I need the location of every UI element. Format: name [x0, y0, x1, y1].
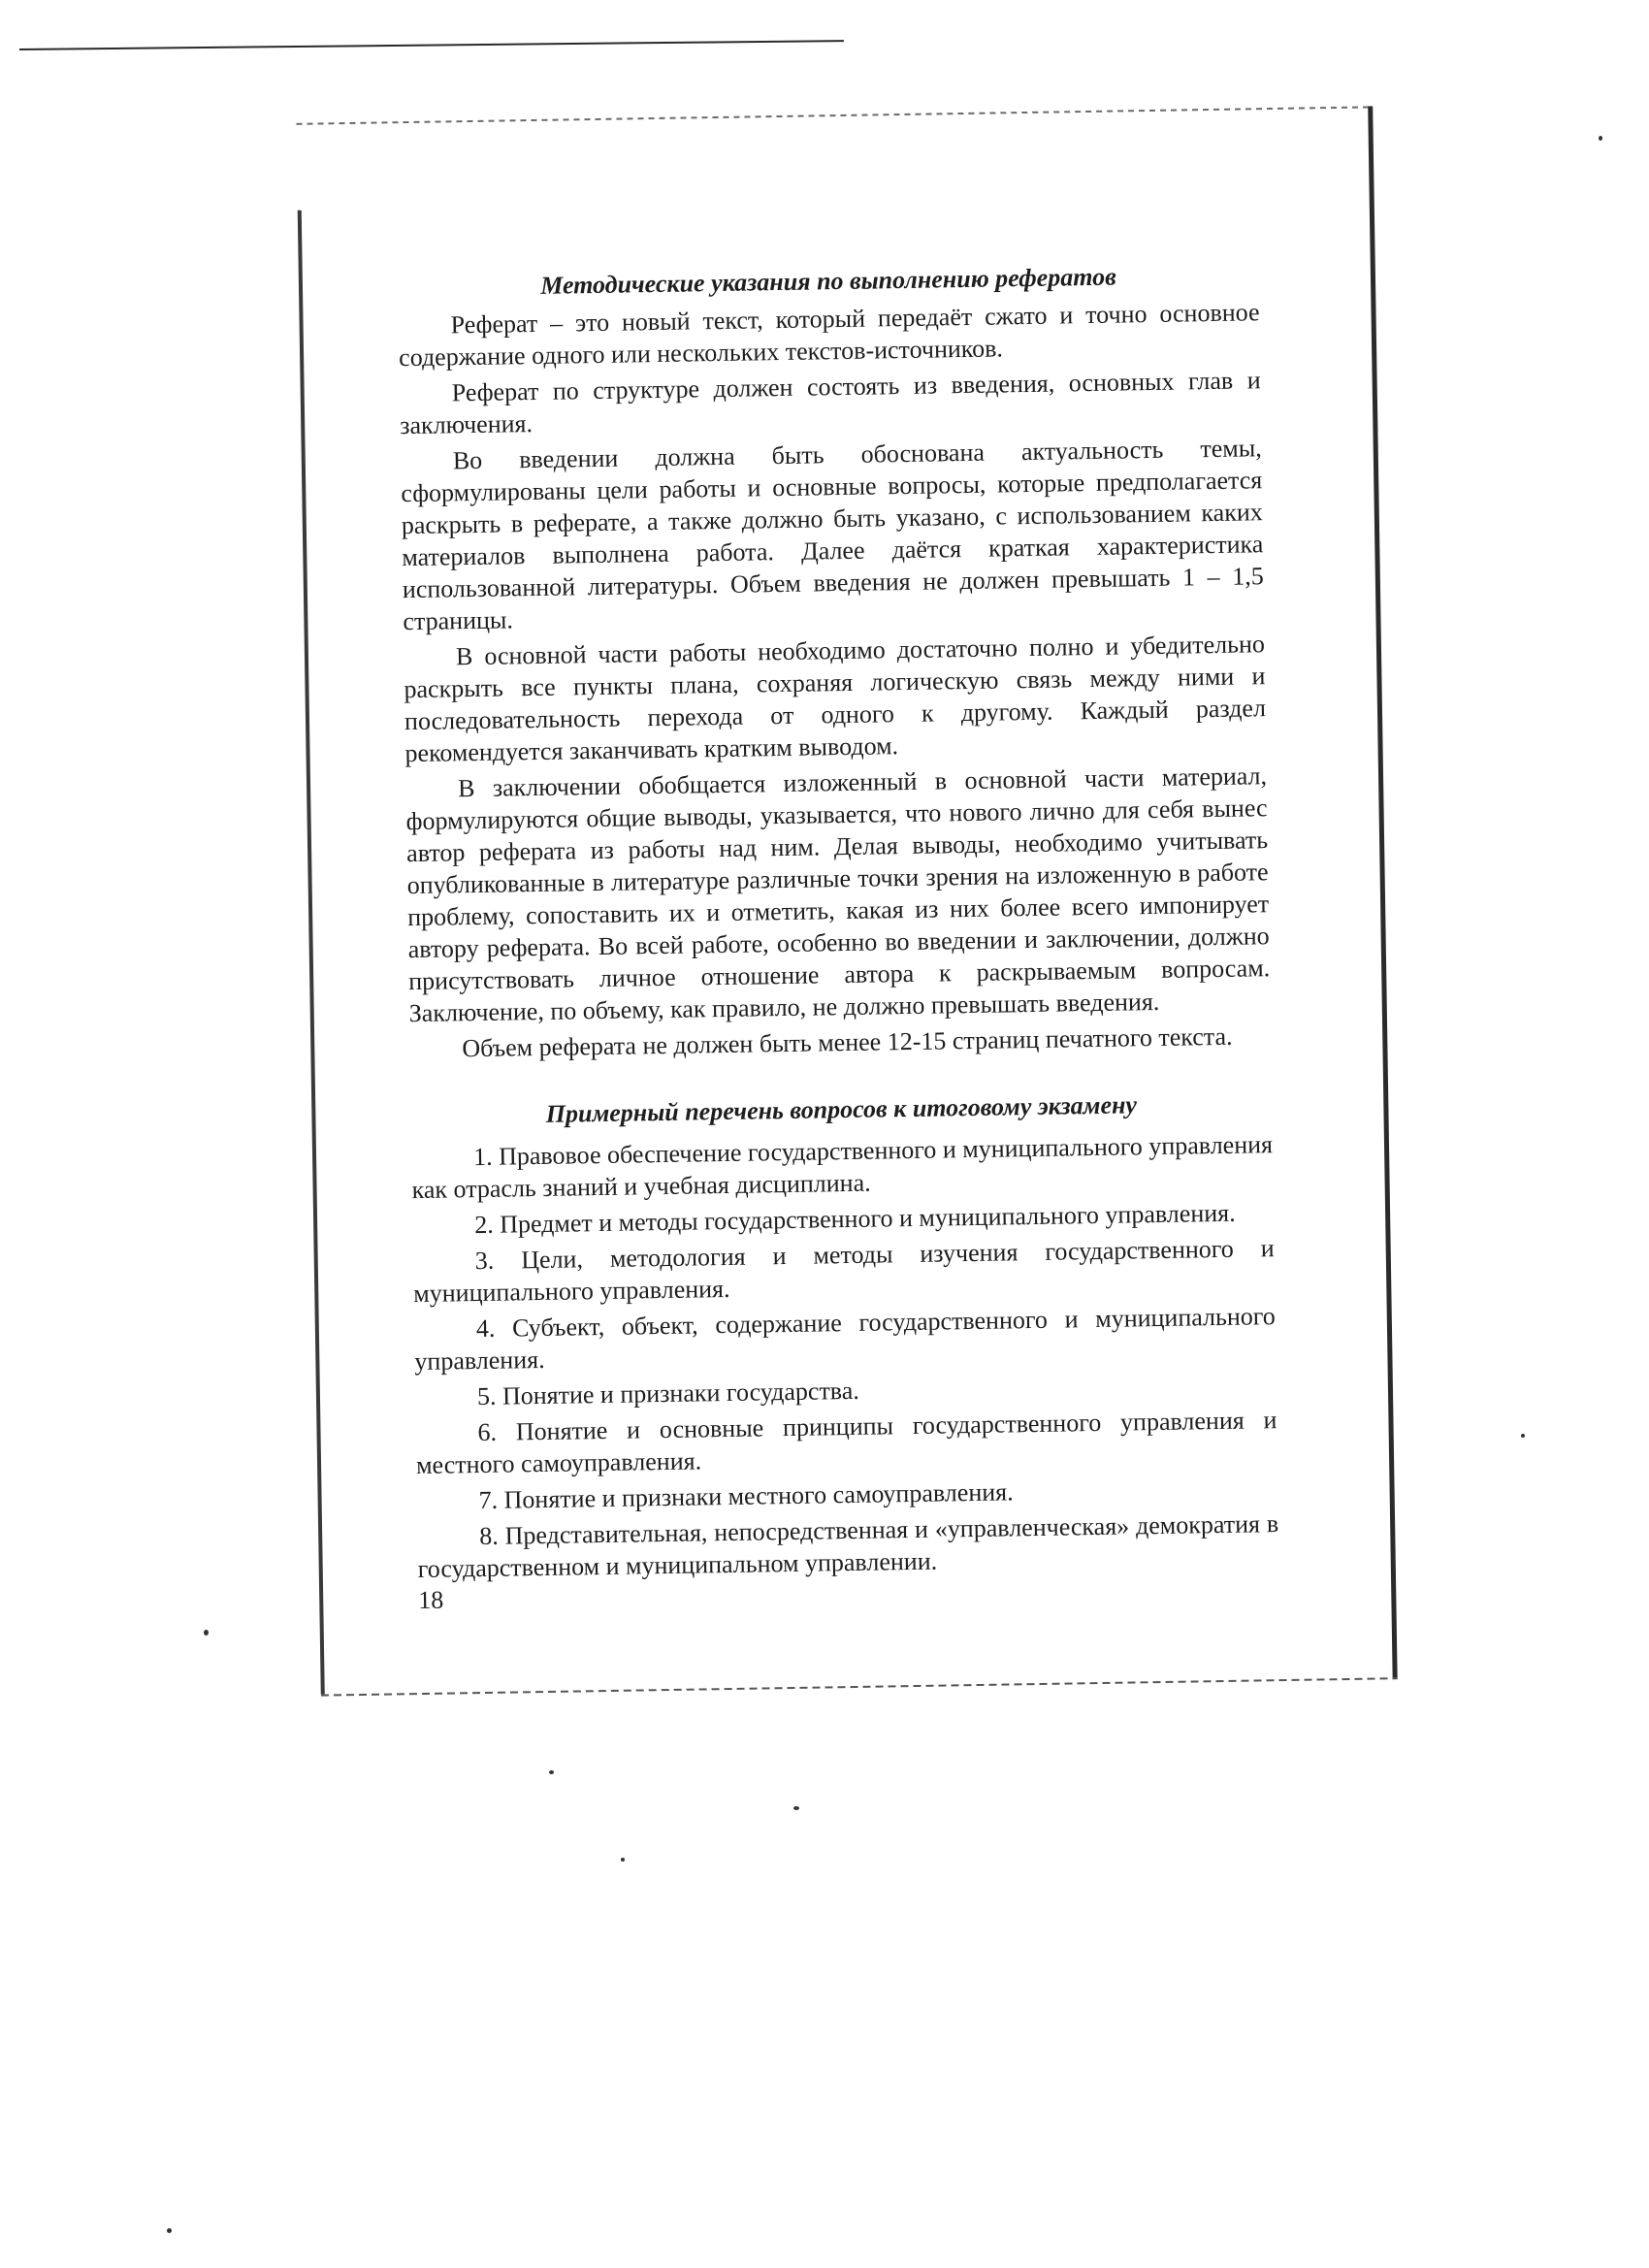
scan-speck: [621, 1858, 625, 1862]
sheet-right-edge: [1368, 106, 1397, 1679]
exam-question: 2. Предмет и методы государственного и муниципального управления.: [473, 1198, 1236, 1240]
page-content: [398, 258, 1279, 1589]
paragraph-main-part: В основной части работы необходимо достаточно полно и убедительно раскрыть все пункты плана, сохраняя логическую связь между ними и последовательность перехода от одного к другому. Каждый раздел рекомендуется заканчивать кратким выводом.: [404, 630, 1267, 768]
scan-speck: [1599, 136, 1602, 141]
paragraph-conclusion: В заключении обобщается изложенный в основной части материал, формулируются общие выводы, указывается, что нового лично для себя вынес автор реферата из работы над ним. Делая выводы, необходимо учитывать опубликованные в литературе различные точки зрения на изложенную в работе проблему, сопоставить их и отметить, какая из них более всего импонирует автору реферата. Во всей работе, особенно во введении и заключении, должно присутствовать личное отношение автора к раскрываемым вопросам. Заключение, по объему, как правило, не должно превышать введения.: [405, 761, 1271, 1028]
scan-edge-line: [19, 40, 844, 50]
scan-speck: [204, 1630, 209, 1636]
exam-question: 7. Понятие и признаки местного самоуправления.: [478, 1477, 1014, 1515]
sheet-left-edge: [298, 211, 325, 1695]
paragraph-introduction: Во введении должна быть обоснована актуальность темы, сформулированы цели работы и основные вопросы, которые предполагается раскрыть в реферате, а также должно быть указано, с использованием каких материалов выполнена работа. Далее даётся краткая характеристика использованной литературы. Объем введения не должен превышать 1 – 1,5 страницы.: [401, 434, 1265, 636]
scan-speck: [793, 1806, 799, 1810]
exam-question: 8. Представительная, непосредственная и «управленческая» демократия в государственном и муниципальном управлении.: [417, 1509, 1279, 1584]
paragraph-definition: Реферат – это новый текст, который передаёт сжато и точно основное содержание одного или нескольких текстов-источников.: [398, 298, 1260, 373]
exam-question: 4. Субъект, объект, содержание государственного и муниципального управления.: [414, 1302, 1276, 1377]
paragraph-volume: Объем реферата не должен быть менее 12-15 страниц печатного текста.: [462, 1021, 1233, 1063]
exam-question: 6. Понятие и основные принципы государственного управления и местного самоуправления.: [415, 1406, 1277, 1480]
scan-speck: [1521, 1434, 1525, 1438]
scanned-sheet: [296, 106, 1397, 1696]
sheet-bottom-edge: [321, 1677, 1398, 1696]
sheet-top-edge: [296, 106, 1373, 124]
page-number: 18: [418, 1585, 444, 1615]
methodical-title: Методические указания по выполнению рефератов: [539, 262, 1116, 300]
exam-questions-title: Примерный перечень вопросов к итоговому экзамену: [545, 1090, 1138, 1128]
exam-question: 5. Понятие и признаки государства.: [476, 1376, 860, 1411]
exam-question: 3. Цели, методология и методы изучения государственного и муниципального управления.: [413, 1234, 1275, 1309]
scan-speck: [167, 2228, 172, 2233]
exam-question: 1. Правовое обеспечение государственного и муниципального управления как отрасль знаний и учебная дисциплина.: [411, 1130, 1274, 1205]
scan-speck: [549, 1770, 554, 1774]
paragraph-structure: Реферат по структуре должен состоять из введения, основных глав и заключения.: [400, 366, 1261, 440]
